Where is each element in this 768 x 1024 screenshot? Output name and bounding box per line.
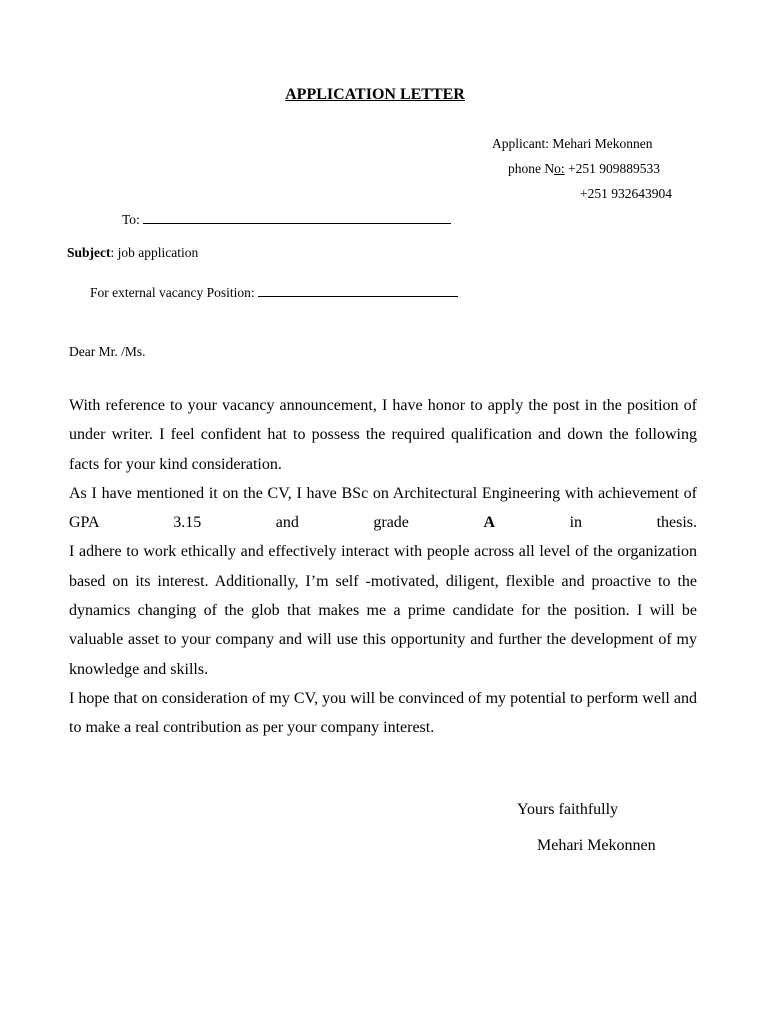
- applicant-line: [492, 136, 652, 152]
- closing: Yours faithfully: [517, 801, 619, 818]
- subject-line: [67, 245, 198, 261]
- body-paragraph-2-text: As I have mentioned it on the CV, I have BSc on Architectural Engineering with achievement of GPA 3.15 and grade: [69, 484, 697, 532]
- applicant-name: Mehari Mekonnen: [552, 136, 653, 151]
- body-paragraph-2-end: in thesis.: [569, 514, 698, 532]
- phone-number-1: +251 909889533: [568, 161, 661, 176]
- to-line: [122, 211, 451, 228]
- to-label: To:: [122, 212, 140, 227]
- phone-label-prefix: phone N: [508, 161, 555, 176]
- salutation: Dear Mr. /Ms.: [69, 344, 146, 359]
- body-paragraph-3: I adhere to work ethically and effectively interact with people across all level of the organization based on its interest. Additionally, I’m self -motivated, diligent, flexible and proactive to the dynamics changing of the glob that makes me a prime candidate for the position. I will be valuable asset to your company and will use this opportunity and further the development of my knowledge and skills.: [69, 543, 697, 678]
- body-paragraph-4: I hope that on consideration of my CV, you will be convinced of my potential to perform well and to make a real contribution as per your company interest.: [69, 689, 697, 737]
- letter-title: APPLICATION LETTER: [285, 86, 465, 103]
- body-paragraph-2: [69, 479, 697, 538]
- subject-label: Subject: [67, 245, 111, 260]
- phone-number-2: +251 932643904: [580, 186, 672, 201]
- subject-value: : job application: [110, 245, 199, 260]
- position-blank: [258, 284, 458, 297]
- phone-label-colon: :: [560, 161, 565, 176]
- phone-line: [508, 161, 660, 177]
- to-blank: [143, 211, 451, 224]
- grade-value: A: [483, 514, 496, 532]
- position-line: [90, 284, 458, 301]
- applicant-label: Applicant:: [492, 136, 549, 151]
- signature-name: Mehari Mekonnen: [537, 837, 656, 854]
- body-paragraph-1: With reference to your vacancy announcement, I have honor to apply the post in the position of under writer. I feel confident hat to possess the required qualification and down the following facts for your kind consideration.: [69, 397, 697, 473]
- phone-label-underlined: o: [554, 161, 561, 176]
- letter-body: [69, 391, 697, 743]
- position-label: For external vacancy Position:: [90, 285, 255, 300]
